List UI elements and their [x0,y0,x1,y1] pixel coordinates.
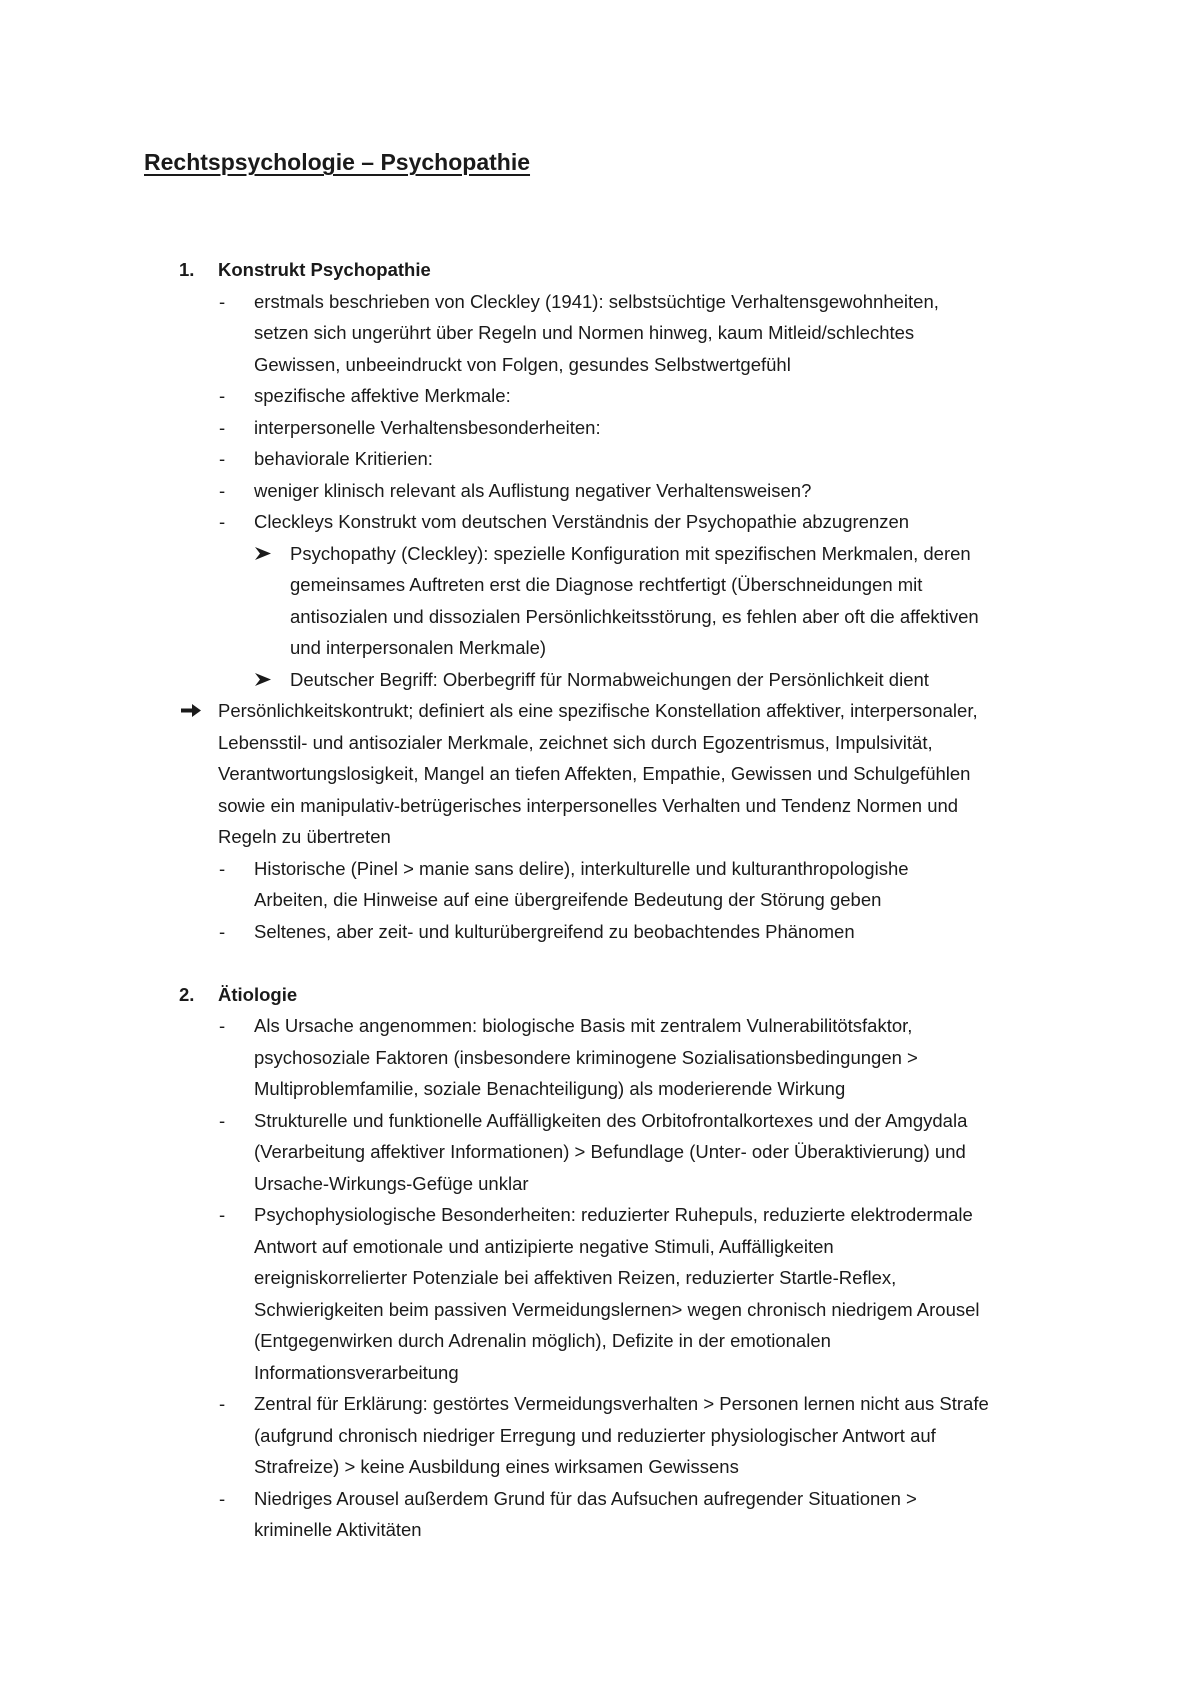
document-body [0,254,1200,1546]
list-item-text: Schwierigkeiten beim passiven Vermeidungslernen> wegen chronisch niedrigem Arousel [254,1298,980,1320]
dash-bullet: - [219,479,226,501]
dash-bullet: - [219,920,226,942]
list-item [0,475,1200,507]
section-aetiologie [0,979,1200,1546]
list-item-text: weniger klinisch relevant als Auflistung negativer Verhaltensweisen? [254,479,812,501]
arrowhead-bullet-icon [254,538,272,561]
section-konstrukt-psychopathie [0,254,1200,947]
dash-bullet: - [219,290,226,312]
list-item [0,443,1200,475]
list-item [0,1388,1200,1483]
dash-bullet: - [219,1393,226,1414]
sub-list-item [0,538,1200,664]
list-item-text: Cleckleys Konstrukt vom deutschen Verständnis der Psychopathie abzugrenzen [254,511,910,532]
list-item [0,916,1200,948]
arrowhead-bullet-icon [254,664,272,687]
list-item-text: kriminelle Aktivitäten [254,1519,422,1540]
section-heading [0,979,1200,1011]
list-item [0,506,1200,538]
document-title: Rechtspsychologie – Psychopathie [144,149,531,175]
section-number: 2. [179,983,195,1005]
list-item [0,1010,1200,1105]
list-item-text: ereigniskorrelierter Potenziale bei affektiven Reizen, reduzierter Startle-Reflex, [254,1267,897,1288]
list-item [0,380,1200,412]
list-item-text: interpersonelle Verhaltensbesonderheiten: [254,416,601,438]
conclusion-text: Persönlichkeitskontrukt; definiert als eine spezifische Konstellation affektiver, interpersonaler, [218,700,978,721]
dash-bullet: - [219,857,226,879]
list-item-text: (Entgegenwirken durch Adrenalin möglich), Defizite in der emotionalen [254,1330,831,1351]
list-item [0,286,1200,381]
conclusion-text: Regeln zu übertreten [218,826,391,847]
dash-bullet: - [219,1487,226,1509]
dash-bullet: - [219,1015,226,1036]
dash-bullet: - [219,511,226,532]
list-item [0,1199,1200,1388]
list-item [0,412,1200,444]
dash-bullet: - [219,1109,226,1131]
section-number: 1. [179,259,195,280]
list-item [0,1483,1200,1546]
sub-list-item-text: gemeinsames Auftreten erst die Diagnose rechtfertigt (Überschneidungen mit [290,574,923,595]
conclusion-text: sowie ein manipulativ-betrügerisches interpersonelles Verhalten und Tendenz Normen und [218,794,959,816]
list-item-text: Historische (Pinel > manie sans delire), interkulturelle und kulturanthropologishe [254,857,909,879]
dash-bullet: - [219,448,226,469]
sub-list-item-text: Deutscher Begriff: Oberbegriff für Normabweichungen der Persönlichkeit dient [290,668,929,690]
list-item-text: spezifische affektive Merkmale: [254,385,511,406]
list-item-text: Gewissen, unbeeindruckt von Folgen, gesundes Selbstwertgefühl [254,353,791,375]
list-item-text: Niedriges Arousel außerdem Grund für das Aufsuchen aufregender Situationen > [254,1487,917,1509]
list-item-text: Als Ursache angenommen: biologische Basis mit zentralem Vulnerabilitötsfaktor, [254,1015,913,1036]
list-item-text: Zentral für Erklärung: gestörtes Vermeidungsverhalten > Personen lernen nicht aus Strafe [254,1393,989,1414]
list-item-text: Informationsverarbeitung [254,1361,459,1383]
list-item-text: psychosoziale Faktoren (insbesondere kriminogene Sozialisationsbedingungen > [254,1046,918,1068]
sub-list-item-text: antisozialen und dissozialen Persönlichkeitsstörung, es fehlen aber oft die affektiven [290,605,979,627]
section-title: Konstrukt Psychopathie [218,259,431,280]
list-item-text: behaviorale Kritierien: [254,448,433,469]
list-item-text: (aufgrund chronisch niedriger Erregung und reduzierter physiologischer Antwort auf [254,1424,936,1446]
section-title: Ätiologie [218,983,298,1005]
sub-list-item-text: und interpersonalen Merkmale) [290,637,547,658]
list-item-text: Ursache-Wirkungs-Gefüge unklar [254,1172,529,1194]
conclusion-text: Verantwortungslosigkeit, Mangel an tiefen Affekten, Empathie, Gewissen und Schulgefühlen [218,763,971,784]
list-item-text: Antwort auf emotionale und antizipierte negative Stimuli, Auffälligkeiten [254,1235,834,1257]
conclusion-text: Lebensstil- und antisozialer Merkmale, zeichnet sich durch Egozentrismus, Impulsivität, [218,731,933,753]
list-item-text: (Verarbeitung affektiver Informationen) > Befundlage (Unter- oder Überaktivierung) und [254,1141,966,1162]
section-heading [0,254,1200,286]
sub-list-item-text: Psychopathy (Cleckley): spezielle Konfiguration mit spezifischen Merkmalen, deren [290,542,971,564]
list-item-text: erstmals beschrieben von Cleckley (1941): selbstsüchtige Verhaltensgewohnheiten, [254,290,939,312]
list-item [0,1105,1200,1200]
list-item-text: Strafreize) > keine Ausbildung eines wirksamen Gewissens [254,1456,739,1477]
list-item-text: Multiproblemfamilie, soziale Benachteiligung) als moderierende Wirkung [254,1078,846,1099]
list-item [0,853,1200,916]
sub-list-item [0,664,1200,696]
dash-bullet: - [219,1204,226,1225]
list-item-text: Seltenes, aber zeit- und kulturübergreifend zu beobachtendes Phänomen [254,920,855,942]
list-item-text: setzen sich ungerührt über Regeln und Normen hinweg, kaum Mitleid/schlechtes [254,322,915,343]
conclusion-item [0,695,1200,853]
list-item-text: Psychophysiologische Besonderheiten: reduzierter Ruhepuls, reduzierte elektrodermale [254,1204,973,1225]
section-spacer [0,947,1200,979]
dash-bullet: - [219,385,226,406]
right-arrow-icon [180,695,202,718]
dash-bullet: - [219,416,226,438]
list-item-text: Strukturelle und funktionelle Auffälligkeiten des Orbitofrontalkortexes und der Amgydala [254,1109,968,1131]
list-item-text: Arbeiten, die Hinweise auf eine übergreifende Bedeutung der Störung geben [254,889,882,910]
